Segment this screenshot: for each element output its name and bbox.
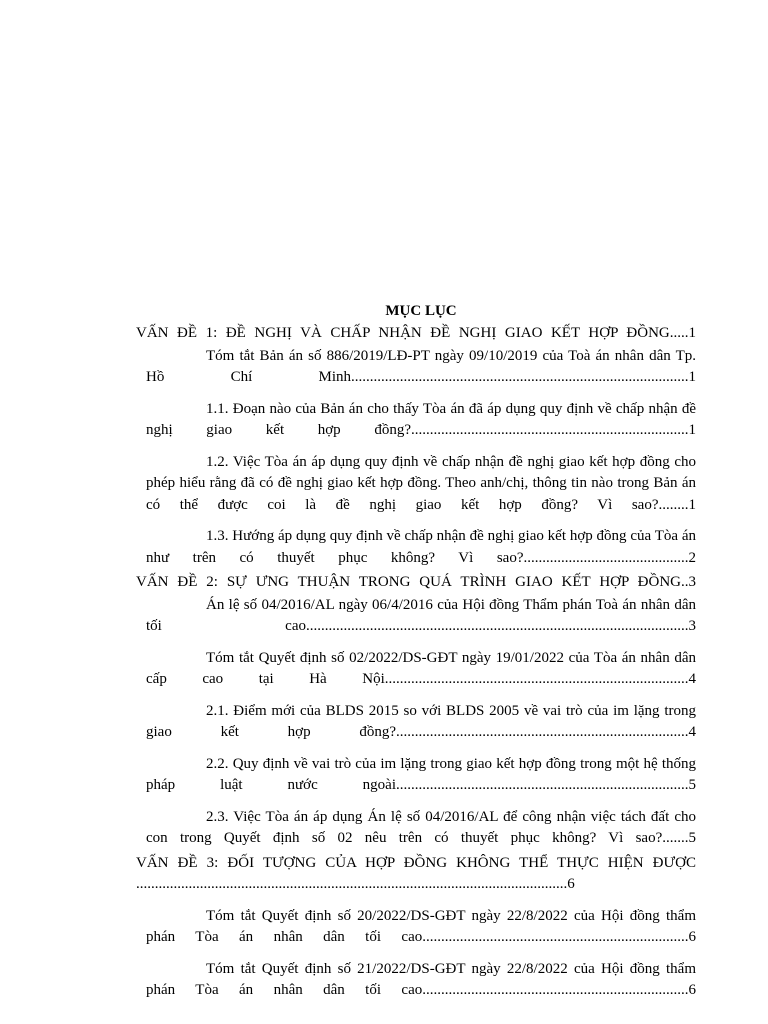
toc-entry-precedent-04[interactable]: Án lệ số 04/2016/AL ngày 06/4/2016 của Hội đồng Thẩm phán Toà án nhân dân tối cao......................................................................................................3 <box>146 596 696 634</box>
toc-entry-summary-21[interactable]: Tóm tắt Quyết định số 21/2022/DS-GĐT ngày 22/8/2022 của Hội đồng thẩm phán Tòa án nhân dân tối cao.......................................................................6 <box>146 960 696 998</box>
toc-entry-2-3[interactable]: 2.3. Việc Tòa án áp dụng Án lệ số 04/2016/AL để công nhận việc tách đất cho con trong Quyết định số 02 nêu trên có thuyết phục không? Vì sao?.......5 <box>146 808 696 846</box>
toc-entry-issue-2[interactable]: VẤN ĐỀ 2: SỰ ƯNG THUẬN TRONG QUÁ TRÌNH GIAO KẾT HỢP ĐỒNG..3 <box>136 574 696 590</box>
toc-title: MỤC LỤC <box>385 303 457 319</box>
table-of-contents <box>136 300 696 1012</box>
toc-entry-summary-20[interactable]: Tóm tắt Quyết định số 20/2022/DS-GĐT ngày 22/8/2022 của Hội đồng thẩm phán Tòa án nhân dân tối cao.......................................................................6 <box>146 907 696 945</box>
toc-entry-1-1[interactable]: 1.1. Đoạn nào của Bản án cho thấy Tòa án đã áp dụng quy định về chấp nhận đề nghị giao kết hợp đồng?..........................................................................1 <box>146 400 696 438</box>
toc-entry-issue-1[interactable]: VẤN ĐỀ 1: ĐỀ NGHỊ VÀ CHẤP NHẬN ĐỀ NGHỊ GIAO KẾT HỢP ĐỒNG.....1 <box>136 325 696 341</box>
toc-entry-issue-3[interactable]: VẤN ĐỀ 3: ĐỐI TƯỢNG CỦA HỢP ĐỒNG KHÔNG THỂ THỰC HIỆN ĐƯỢC ...................................................................................................................6 <box>136 854 696 892</box>
toc-entry-1-2[interactable]: 1.2. Việc Tòa án áp dụng quy định về chấp nhận đề nghị giao kết hợp đồng cho phép hiểu rằng đã có đề nghị giao kết hợp đồng. Theo anh/chị, thông tin nào trong Bản án có thể được coi là đề nghị giao kết hợp đồng? Vì sao?........1 <box>146 453 696 513</box>
toc-entry-1-3[interactable]: 1.3. Hướng áp dụng quy định về chấp nhận đề nghị giao kết hợp đồng của Tòa án như trên có thuyết phục không? Vì sao?............................................2 <box>146 528 696 566</box>
toc-entry-summary-886[interactable]: Tóm tắt Bản án số 886/2019/LĐ-PT ngày 09/10/2019 của Toà án nhân dân Tp. Hồ Chí Minh..........................................................................................1 <box>146 347 696 385</box>
toc-entry-summary-02[interactable]: Tóm tắt Quyết định số 02/2022/DS-GĐT ngày 19/01/2022 của Tòa án nhân dân cấp cao tại Hà Nội.................................................................................4 <box>146 649 696 687</box>
toc-entry-2-2[interactable]: 2.2. Quy định về vai trò của im lặng trong giao kết hợp đồng trong một hệ thống pháp luật nước ngoài..............................................................................5 <box>146 755 696 793</box>
toc-entry-2-1[interactable]: 2.1. Điểm mới của BLDS 2015 so với BLDS 2005 về vai trò của im lặng trong giao kết hợp đồng?..............................................................................4 <box>146 702 696 740</box>
